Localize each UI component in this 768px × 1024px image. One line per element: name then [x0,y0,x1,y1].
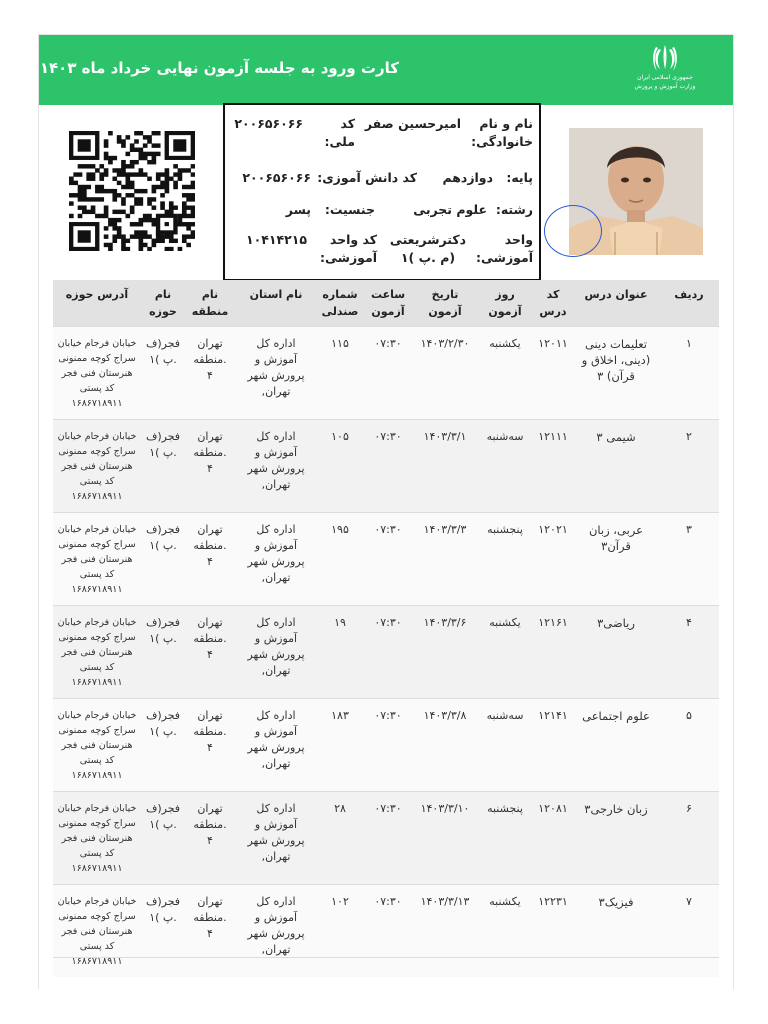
national-code-value: ۲۰۰۶۵۶۰۶۶ [234,116,303,131]
official-stamp [544,205,602,257]
table-cell: ۰۷:۳۰ [363,885,413,978]
table-cell: ۱۴۰۳/۳/۸ [413,699,477,792]
table-cell: سه‌شنبه [477,699,533,792]
table-row [53,327,719,420]
table-cell: ۶ [659,792,719,885]
table-cell: ۱۰۲ [317,885,363,978]
table-cell: خیابان فرجام خیابان سراج کوچه ممنونی هنرستان فنی فجر کد پستی ۱۶۸۶۷۱۸۹۱۱ [53,513,141,606]
table-cell: فجر(ف .پ )۱ [141,513,185,606]
table-cell: فجر(ف .پ )۱ [141,885,185,978]
table-cell: ۴ [659,606,719,699]
column-header: نام منطقه [185,280,235,327]
table-cell: ۱۲۲۳۱ [533,885,573,978]
table-cell: یکشنبه [477,606,533,699]
page-title: کارت ورود به جلسه آزمون نهایی خرداد ماه ۱۴۰۳ [39,59,399,77]
column-header: شماره صندلی [317,280,363,327]
table-cell: علوم اجتماعی [573,699,659,792]
table-cell: تعلیمات دینی (دینی، اخلاق و قرآن) ۳ [573,327,659,420]
iran-emblem-icon [651,43,679,73]
table-cell: فجر(ف .پ )۱ [141,327,185,420]
table-cell: یکشنبه [477,885,533,978]
table-cell: تهران .منطقه ۴ [185,327,235,420]
student-info-box [223,103,541,281]
emblem-line-1: جمهوری اسلامی ایران [637,74,693,81]
table-cell: عربی، زبان قرآن۳ [573,513,659,606]
name-label: نام و نام خانوادگی: [471,116,533,149]
table-row [53,606,719,699]
table-cell: ۱ [659,327,719,420]
unit-code-value: ۱۰۴۱۴۲۱۵ [245,232,307,247]
table-cell: اداره کل آموزش و پرورش شهر تهران, [235,885,317,978]
table-row [53,699,719,792]
table-cell: ۱۲۰۸۱ [533,792,573,885]
table-cell: ۲۸ [317,792,363,885]
table-bottom-border [53,957,719,958]
iran-emblem [625,43,705,99]
table-cell: ۱۴۰۳/۲/۳۰ [413,327,477,420]
emblem-line-2: وزارت آموزش و پرورش [634,83,696,90]
unit-code-label: کد واحد آموزشی: [320,232,377,265]
grade-label: پایه: [506,170,533,185]
name-value: امیرحسین صفر [364,116,462,131]
table-cell: ۱۲۱۴۱ [533,699,573,792]
table-cell: اداره کل آموزش و پرورش شهر تهران, [235,606,317,699]
table-cell: ۱۴۰۳/۳/۱۰ [413,792,477,885]
table-cell: ۰۷:۳۰ [363,699,413,792]
table-cell: پنجشنبه [477,513,533,606]
table-cell: ۱۱۵ [317,327,363,420]
column-header: نام استان [235,280,317,327]
student-code-label: کد دانش آموزی: [317,170,417,185]
table-cell: سه‌شنبه [477,420,533,513]
table-cell: فجر(ف .پ )۱ [141,792,185,885]
table-cell: خیابان فرجام خیابان سراج کوچه ممنونی هنرستان فنی فجر کد پستی ۱۶۸۶۷۱۸۹۱۱ [53,606,141,699]
table-cell: فجر(ف .پ )۱ [141,699,185,792]
gender-label: جنسیت: [324,202,375,217]
column-header: ردیف [659,280,719,327]
table-cell: فیزیک۳ [573,885,659,978]
table-cell: ۳ [659,513,719,606]
table-cell: فجر(ف .پ )۱ [141,420,185,513]
table-cell: ریاضی۳ [573,606,659,699]
table-cell: تهران .منطقه ۴ [185,792,235,885]
table-cell: ۲ [659,420,719,513]
table-cell: شیمی ۳ [573,420,659,513]
table-cell: خیابان فرجام خیابان سراج کوچه ممنونی هنرستان فنی فجر کد پستی ۱۶۸۶۷۱۸۹۱۱ [53,327,141,420]
table-cell: یکشنبه [477,327,533,420]
table-cell: اداره کل آموزش و پرورش شهر تهران, [235,792,317,885]
table-cell: ۱۴۰۳/۳/۱ [413,420,477,513]
table-cell: تهران .منطقه ۴ [185,606,235,699]
table-cell: خیابان فرجام خیابان سراج کوچه ممنونی هنرستان فنی فجر کد پستی ۱۶۸۶۷۱۸۹۱۱ [53,792,141,885]
table-cell: فجر(ف .پ )۱ [141,606,185,699]
gender-value: پسر [285,202,311,217]
qr-code [69,131,195,251]
table-cell: ۰۷:۳۰ [363,513,413,606]
unit-label: واحد آموزشی: [476,232,533,265]
card-header [39,35,733,105]
national-code-label: کد ملی: [324,116,355,149]
table-row [53,513,719,606]
table-cell: ۱۲۱۱۱ [533,420,573,513]
table-cell: اداره کل آموزش و پرورش شهر تهران, [235,420,317,513]
table-row [53,792,719,885]
info-row-unit [231,231,533,267]
table-cell: ۷ [659,885,719,978]
table-cell: زبان خارجی۳ [573,792,659,885]
table-cell: خیابان فرجام خیابان سراج کوچه ممنونی هنرستان فنی فجر کد پستی ۱۶۸۶۷۱۸۹۱۱ [53,699,141,792]
table-cell: ۱۹ [317,606,363,699]
table-header-row [53,280,719,327]
student-code-value: ۲۰۰۶۵۶۰۶۶ [242,170,311,185]
table-cell: ۱۴۰۳/۳/۳ [413,513,477,606]
info-row-grade [231,169,533,205]
table-cell: ۰۷:۳۰ [363,420,413,513]
table-cell: پنجشنبه [477,792,533,885]
table-cell: ۵ [659,699,719,792]
column-header: روز آزمون [477,280,533,327]
exam-schedule-table [53,280,719,977]
grade-value: دوازدهم [442,170,493,185]
table-cell: ۱۰۵ [317,420,363,513]
column-header: کد درس [533,280,573,327]
table-cell: ۱۴۰۳/۳/۶ [413,606,477,699]
table-cell: اداره کل آموزش و پرورش شهر تهران, [235,513,317,606]
table-cell: تهران .منطقه ۴ [185,420,235,513]
table-cell: خیابان فرجام خیابان سراج کوچه ممنونی هنرستان فنی فجر کد پستی ۱۶۸۶۷۱۸۹۱۱ [53,885,141,978]
table-cell: اداره کل آموزش و پرورش شهر تهران, [235,327,317,420]
table-cell: تهران .منطقه ۴ [185,699,235,792]
table-cell: ۱۹۵ [317,513,363,606]
table-cell: ۱۴۰۳/۳/۱۳ [413,885,477,978]
table-cell: ۰۷:۳۰ [363,606,413,699]
table-body [53,327,719,978]
column-header: آدرس حوزه [53,280,141,327]
field-label: رشته: [495,202,533,217]
table-cell: ۱۸۳ [317,699,363,792]
table-cell: ۱۲۱۶۱ [533,606,573,699]
table-row [53,885,719,978]
exam-card-page [38,34,734,989]
table-cell: ۱۲۰۲۱ [533,513,573,606]
column-header: نام حوزه [141,280,185,327]
table-cell: خیابان فرجام خیابان سراج کوچه ممنونی هنرستان فنی فجر کد پستی ۱۶۸۶۷۱۸۹۱۱ [53,420,141,513]
table-cell: تهران .منطقه ۴ [185,513,235,606]
column-header: تاریخ آزمون [413,280,477,327]
column-header: ساعت آزمون [363,280,413,327]
table-cell: اداره کل آموزش و پرورش شهر تهران, [235,699,317,792]
info-row-name [231,115,533,151]
field-value: علوم تجربی [413,202,487,217]
table-cell: ۰۷:۳۰ [363,327,413,420]
table-row [53,420,719,513]
table-cell: ۱۲۰۱۱ [533,327,573,420]
table-cell: ۰۷:۳۰ [363,792,413,885]
column-header: عنوان درس [573,280,659,327]
unit-value: دکترشریعتی (م .پ )۱ [389,232,467,265]
table-cell: تهران .منطقه ۴ [185,885,235,978]
